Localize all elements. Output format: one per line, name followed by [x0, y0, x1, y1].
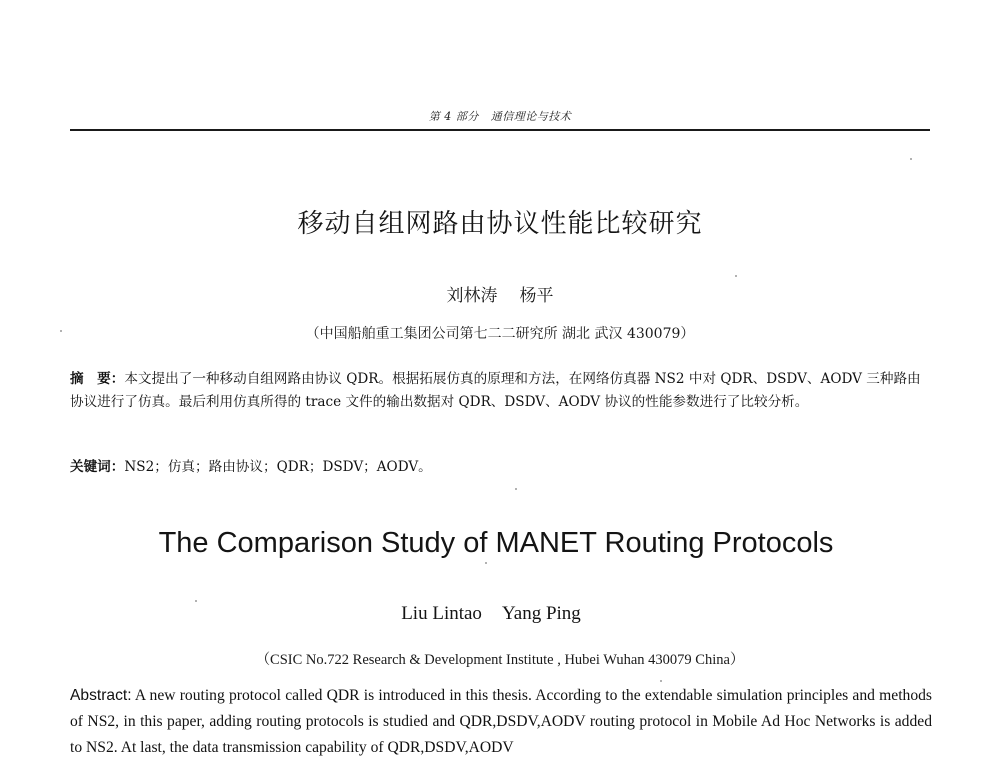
scan-speck — [660, 680, 662, 682]
scan-speck — [485, 562, 487, 564]
chinese-abstract — [70, 368, 932, 413]
running-header — [70, 108, 930, 124]
chinese-title: 移动自组网路由协议性能比较研究 — [297, 209, 703, 239]
chinese-abstract-label: 摘 要： — [70, 371, 125, 387]
english-abstract-text: A new routing protocol called QDR is introduced in this thesis. According to the extendable simulation principles and methods of NS2, in this paper, adding routing protocols is studied and QDR,DSDV,AODV routing protocol in Mobile Ad Hoc Networks is added to NS2. At last, the data transmission capability of QDR,DSDV,AODV — [70, 687, 932, 756]
chinese-keywords — [70, 456, 932, 478]
english-title: The Comparison Study of MANET Routing Protocols — [158, 527, 834, 559]
english-authors — [0, 603, 982, 625]
chinese-keywords-label: 关键词： — [70, 459, 125, 475]
scan-speck — [735, 275, 737, 277]
header-rule — [70, 129, 930, 131]
chinese-authors — [0, 281, 1000, 306]
chinese-affiliation: （中国船舶重工集团公司第七二二研究所 湖北 武汉 430079） — [305, 326, 695, 342]
english-affiliation: （CSIC No.722 Research & Development Institute , Hubei Wuhan 430079 China） — [255, 652, 745, 668]
chinese-author-1: 刘林涛 — [446, 286, 498, 306]
english-abstract-label: Abstract: — [70, 687, 132, 704]
scan-speck — [910, 158, 912, 160]
scan-speck — [515, 488, 517, 490]
chinese-author-2: 杨平 — [519, 286, 554, 306]
english-author-2: Yang Ping — [501, 603, 581, 624]
header-section: 第 4 部分 — [428, 110, 479, 123]
chinese-keywords-text: NS2；仿真；路由协议；QDR；DSDV；AODV。 — [124, 459, 432, 475]
scan-speck — [60, 330, 62, 332]
chinese-abstract-text: 本文提出了一种移动自组网路由协议 QDR。根据拓展仿真的原理和方法，在网络仿真器 NS2 中对 QDR、DSDV、AODV 三种路由协议进行了仿真。最后利用仿真所得的 trace 文件的输出数据对 QDR、DSDV、AODV 协议的性能参数进行了比较分析。 — [70, 371, 921, 410]
english-abstract — [70, 683, 932, 761]
scan-speck — [195, 600, 197, 602]
english-author-1: Liu Lintao — [401, 603, 482, 624]
header-topic: 通信理论与技术 — [490, 110, 572, 123]
